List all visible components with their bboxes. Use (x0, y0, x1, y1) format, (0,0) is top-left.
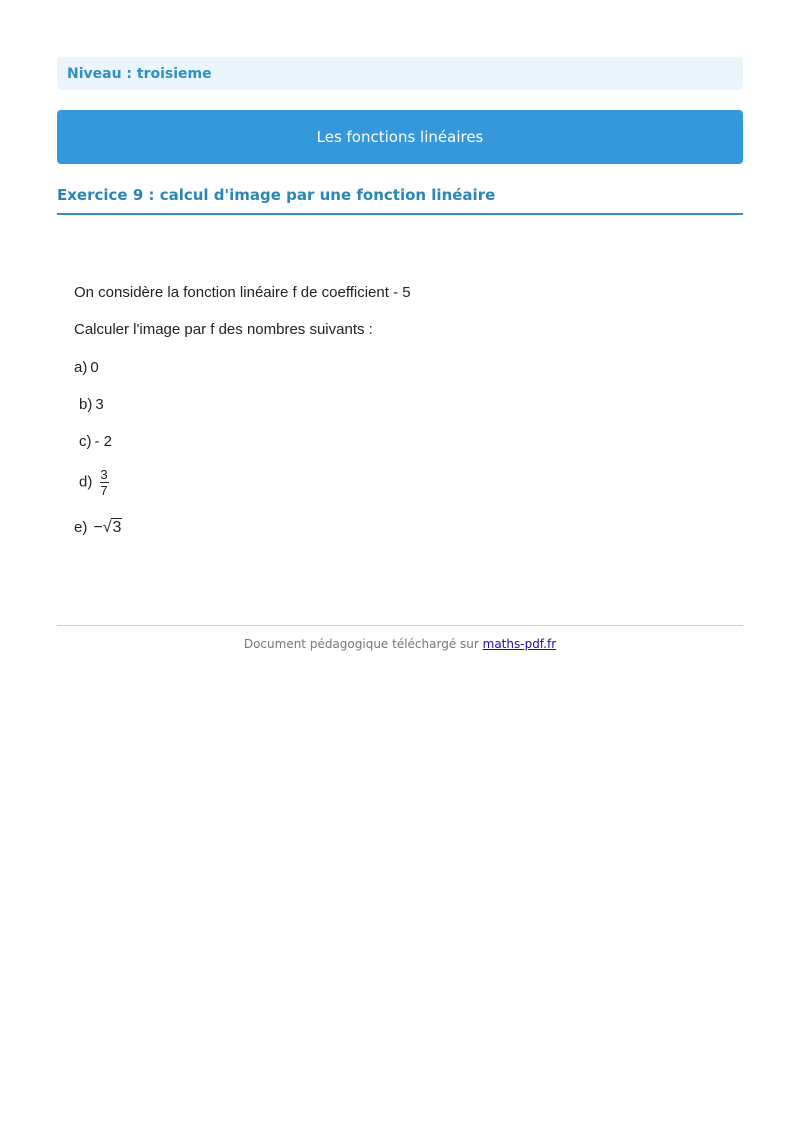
list-item-a (74, 359, 99, 376)
item-value: 0 (90, 359, 99, 376)
footer-divider (57, 625, 743, 626)
exercise-heading: Exercice 9 : calcul d'image par une fonction linéaire (57, 184, 743, 215)
item-label: c) (79, 433, 92, 450)
sqrt-prefix: −√ (93, 519, 112, 536)
item-label: b) (79, 396, 93, 413)
item-value: - 2 (94, 433, 113, 450)
list-item-d (74, 468, 109, 497)
list-item-e (74, 519, 122, 537)
exercise-statement: On considère la fonction linéaire f de coefficient - 5 (74, 284, 411, 301)
level-label: Niveau : troisieme (67, 65, 212, 82)
title-banner (57, 110, 743, 164)
banner-title: Les fonctions linéaires (316, 128, 484, 146)
item-label: d) (79, 473, 93, 491)
exercise-question: Calculer l'image par f des nombres suivants : (74, 321, 373, 338)
fraction-numerator: 3 (100, 467, 108, 482)
sqrt-expression (93, 519, 122, 536)
level-box (57, 57, 743, 90)
footer-link[interactable]: maths-pdf.fr (482, 637, 557, 651)
list-item-c (74, 433, 112, 450)
fraction (100, 468, 109, 497)
fraction-denominator: 7 (100, 483, 108, 498)
sqrt-radicand: 3 (112, 519, 122, 536)
list-item-b (74, 396, 104, 413)
item-value: 3 (95, 396, 104, 413)
footer (57, 637, 743, 651)
item-label: a) (74, 359, 88, 376)
footer-text: Document pédagogique téléchargé sur (243, 637, 483, 651)
item-label: e) (74, 519, 88, 536)
